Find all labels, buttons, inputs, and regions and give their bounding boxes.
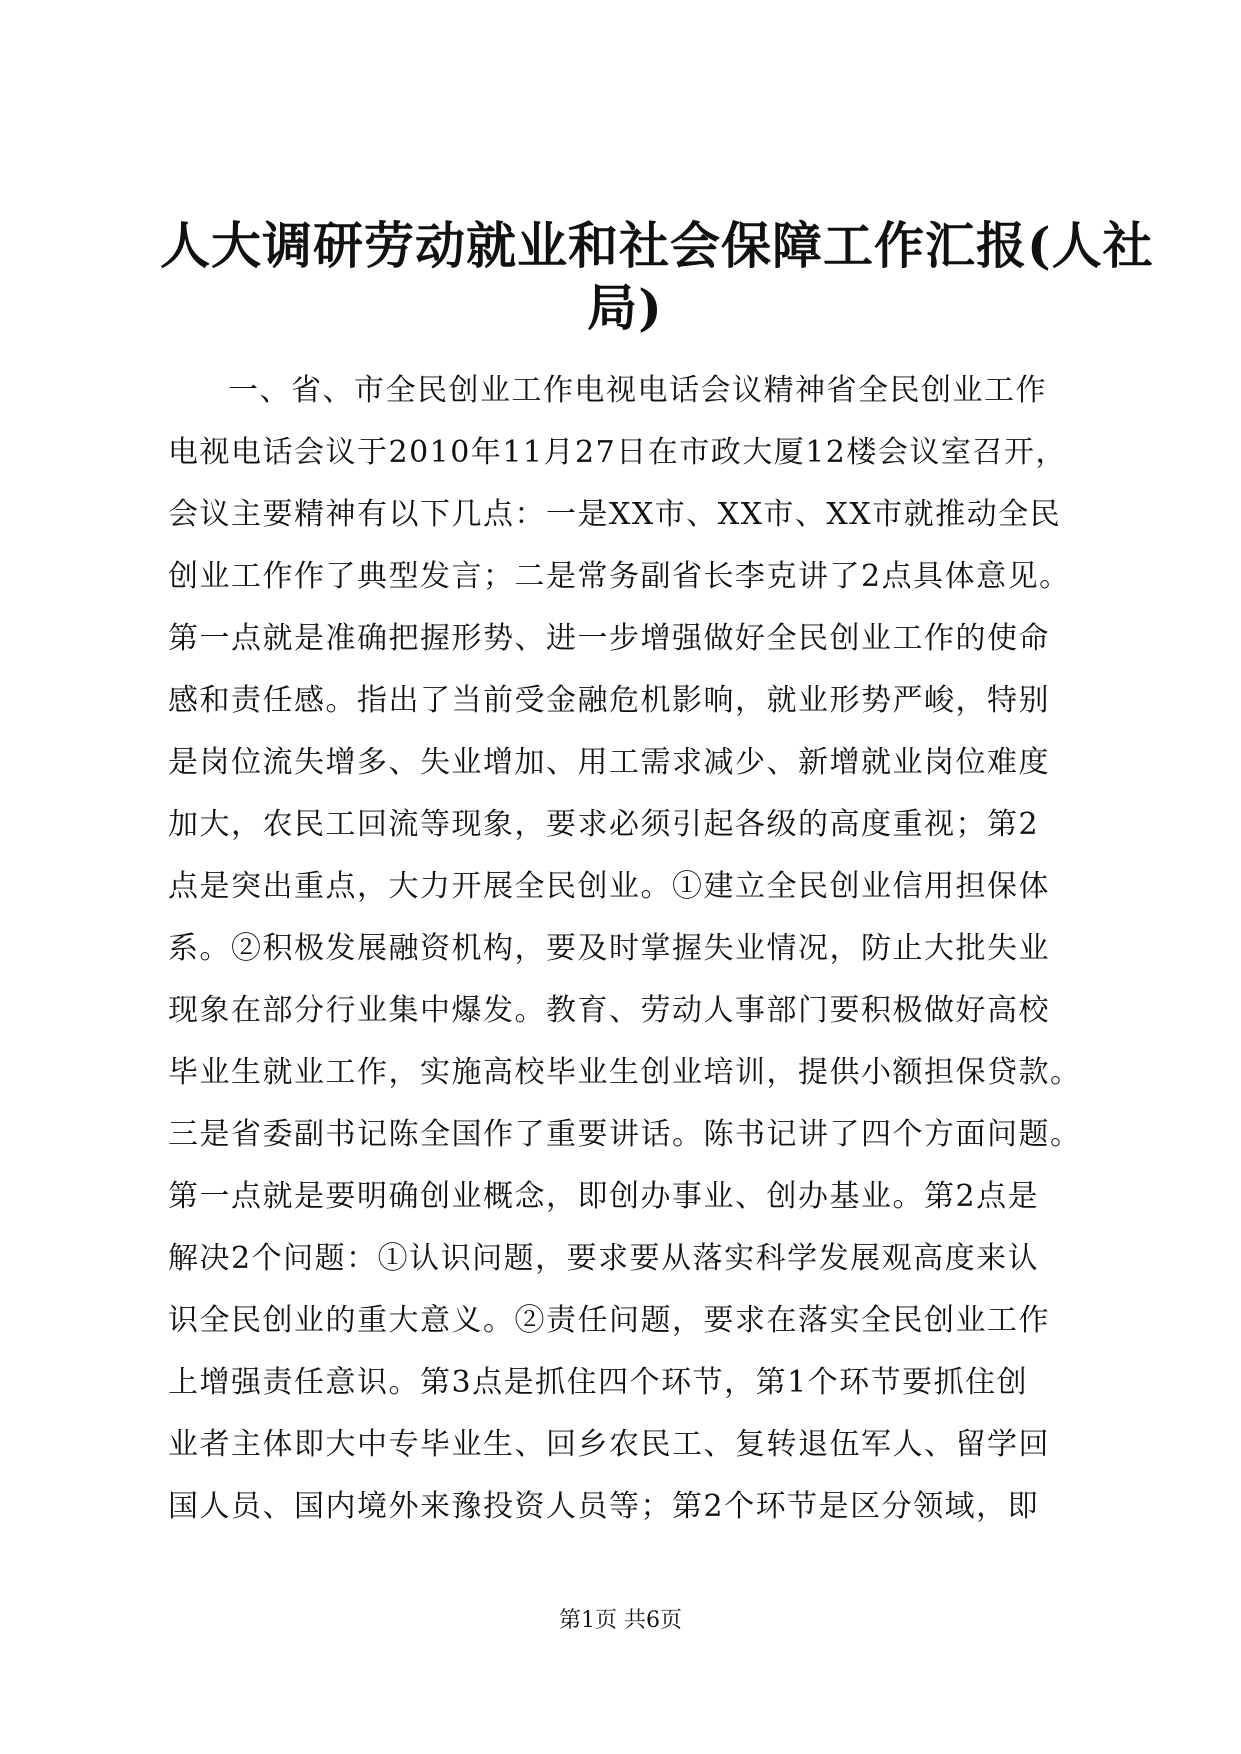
body-line: 上增强责任意识。第3点是抓住四个环节，第1个环节要抓住创 [168,1365,1029,1400]
body-line: 点是突出重点，大力开展全民创业。①建立全民创业信用担保体 [168,869,1050,904]
document-body [168,360,1088,1538]
body-line: 第一点就是准确把握形势、进一步增强做好全民创业工作的使命 [168,621,1050,656]
body-line: 国人员、国内境外来豫投资人员等；第2个环节是区分领域，即 [168,1489,1040,1524]
body-line: 解决2个问题：①认识问题，要求要从落实科学发展观高度来认 [168,1241,1040,1276]
body-line: 识全民创业的重大意义。②责任问题，要求在落实全民创业工作 [168,1303,1050,1338]
body-line: 一、省、市全民创业工作电视电话会议精神省全民创业工作 [228,373,1047,408]
body-line: 现象在部分行业集中爆发。教育、劳动人事部门要积极做好高校 [168,993,1050,1028]
body-line: 毕业生就业工作，实施高校毕业生创业培训，提供小额担保贷款。 [168,1055,1082,1090]
body-line: 是岗位流失增多、失业增加、用工需求减少、新增就业岗位难度 [168,745,1050,780]
document-title [160,215,1154,339]
body-line: 会议主要精神有以下几点：一是XX市、XX市、XX市就推动全民 [168,497,1062,532]
body-line: 业者主体即大中专毕业生、回乡农民工、复转退伍军人、留学回 [168,1427,1050,1462]
body-line: 系。②积极发展融资机构，要及时掌握失业情况，防止大批失业 [168,931,1050,966]
body-line: 加大，农民工回流等现象，要求必须引起各级的高度重视；第2 [168,807,1040,842]
page-number-footer: 第1页 共6页 [559,1608,682,1633]
body-line: 创业工作作了典型发言；二是常务副省长李克讲了2点具体意见。 [168,559,1071,594]
body-line: 三是省委副书记陈全国作了重要讲话。陈书记讲了四个方面问题。 [168,1117,1082,1152]
title-line-1: 人大调研劳动就业和社会保障工作汇报(人社 [160,216,1154,275]
body-line: 感和责任感。指出了当前受金融危机影响，就业形势严峻，特别 [168,683,1050,718]
body-line: 第一点就是要明确创业概念，即创办事业、创办基业。第2点是 [168,1179,1040,1214]
body-line: 电视电话会议于2010年11月27日在市政大厦12楼会议室召开， [168,435,1067,470]
title-line-2: 局) [587,278,663,337]
